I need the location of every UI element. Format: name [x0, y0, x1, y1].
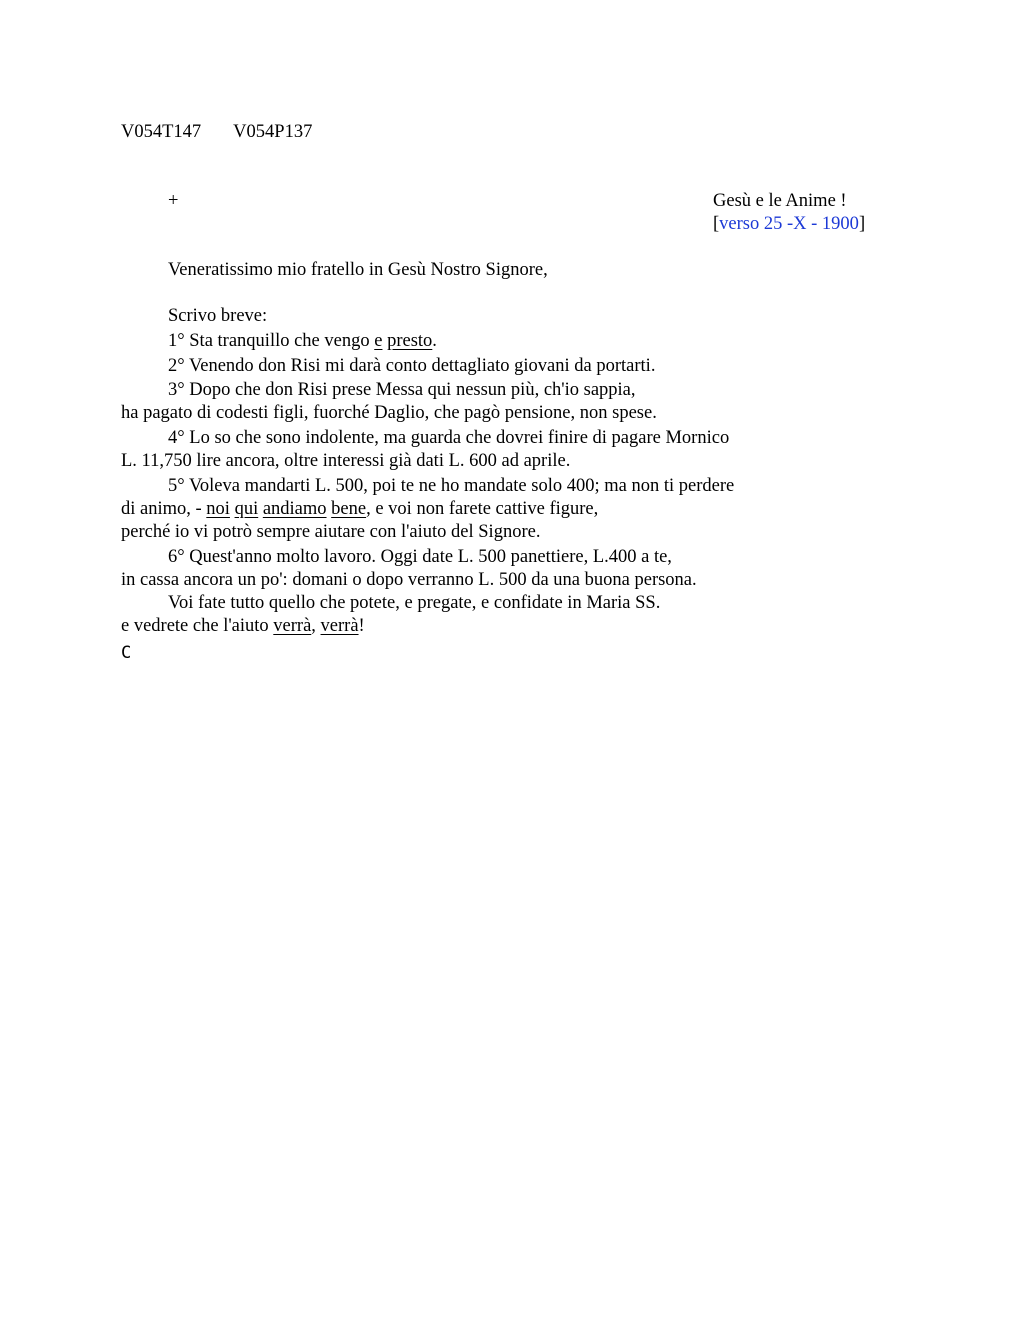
point-5-line-2: [121, 498, 598, 521]
document-codes: [121, 121, 312, 144]
motto: Gesù e le Anime !: [713, 191, 847, 211]
underlined-word: bene: [331, 499, 367, 519]
point-2: 2° Venendo don Risi mi darà conto dettagliato giovani da portarti.: [168, 356, 656, 376]
point-6-line-2: in cassa ancora un po': domani o dopo verranno L. 500 da una buona persona.: [121, 570, 697, 590]
separator: ,: [311, 616, 321, 636]
point-3-line-1: 3° Dopo che don Risi prese Messa qui nessun più, ch'io sappia,: [168, 380, 636, 400]
cross-mark: +: [168, 191, 179, 211]
underlined-word: noi: [206, 499, 230, 519]
date-bracket-open: [: [713, 214, 720, 234]
end-mark: C: [121, 643, 132, 663]
point-4-line-1: 4° Lo so che sono indolente, ma guarda che dovrei finire di pagare Mornico: [168, 428, 730, 448]
point-6-line-1: 6° Quest'anno molto lavoro. Oggi date L. 500 panettiere, L.400 a te,: [168, 547, 672, 567]
point-5-text-end: , e voi non farete cattive figure,: [366, 499, 599, 519]
date-annotation: [713, 213, 865, 236]
underlined-word: qui: [234, 499, 259, 519]
point-5-line-1: 5° Voleva mandarti L. 500, poi te ne ho mandate solo 400; ma non ti perdere: [168, 476, 735, 496]
underlined-word: andiamo: [262, 499, 327, 519]
point-1-end: .: [432, 331, 437, 351]
intro-line: Scrivo breve:: [168, 306, 268, 326]
salutation: Veneratissimo mio fratello in Gesù Nostro Signore,: [168, 260, 548, 280]
code-p: V054P137: [233, 122, 313, 142]
closing-text: e vedrete che l'aiuto: [121, 616, 274, 636]
point-5-line-3: perché io vi potrò sempre aiutare con l'aiuto del Signore.: [121, 522, 541, 542]
closing-end: !: [358, 616, 365, 636]
underlined-word: verrà: [273, 616, 312, 636]
underlined-word: presto: [387, 331, 433, 351]
date-text: verso 25 -X - 1900: [719, 214, 859, 234]
code-t: V054T147: [121, 122, 202, 142]
point-4-line-2: L. 11,750 lire ancora, oltre interessi già dati L. 600 ad aprile.: [121, 451, 571, 471]
underlined-word: verrà: [320, 616, 359, 636]
point-5-text: di animo, -: [121, 499, 207, 519]
point-3-line-2: ha pagato di codesti figli, fuorché Daglio, che pagò pensione, non spese.: [121, 403, 657, 423]
closing-line-2: [121, 615, 365, 638]
point-1: [168, 330, 437, 353]
date-bracket-close: ]: [858, 214, 866, 234]
point-1-text: 1° Sta tranquillo che vengo: [168, 331, 375, 351]
closing-line-1: Voi fate tutto quello che potete, e pregate, e confidate in Maria SS.: [168, 593, 661, 613]
underlined-word: e: [374, 331, 383, 351]
